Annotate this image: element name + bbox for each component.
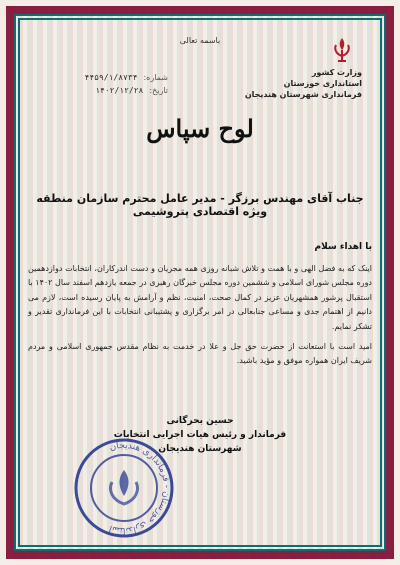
signer-position: فرماندار و رئیس هیات اجرایی انتخابات	[113, 429, 287, 440]
body-paragraph-2: امید است با استعانت از حضرت حق جل و علا در خدمت به نظام مقدس جمهوری اسلامی و مردم شریف ایران همواره موفق و مؤید باشید.	[28, 341, 372, 366]
greeting-line: با اهداء سلام	[314, 242, 372, 252]
number-value: ۴۴۵۹/۱/۸۷۳۴	[84, 73, 138, 82]
iran-emblem-icon	[330, 36, 354, 64]
number-row	[48, 72, 168, 85]
signer-name: حسین بحرگانی	[166, 416, 234, 426]
government-heading	[242, 68, 362, 100]
official-stamp-icon	[70, 434, 178, 542]
signer-city: شهرستان هندیجان	[158, 443, 242, 454]
number-label: شماره:	[143, 73, 168, 82]
body-paragraph-1: اینک که به فضل الهی و با همت و تلاش شبانه روزی همه مجریان و دست اندرکاران، انتخابات دوازدهمین دوره مجلس شورای اسلامی و ششمین دوره مجلس خبرگان رهبری در جمعه یازدهم اسفند سال ۱۴۰۲ با استقبال پرشور همشهریان عزیز در کمال صحت، امنیت، نظم و آرامش به پایان رسیده است، لازم می دانیم از اهتمام جدی و مساعی جنابعالی در امر برگزاری و پشتیبانی انتخابات با این فرمانداری تقدیر و تشکر نمایم.	[28, 264, 372, 331]
ministry-line-3: فرمانداری شهرستان هندیجان	[244, 89, 362, 99]
ministry-line-1: وزارت کشور	[311, 68, 362, 77]
date-value: ۱۴۰۲/۱۲/۲۸	[95, 85, 144, 95]
basmala-text: باسمه تعالی	[179, 36, 221, 45]
signature-block	[0, 415, 400, 457]
addressee-line: جناب آقای مهندس برزگر - مدیر عامل محترم سازمان منطقه ویژه اقتصادی پتروشیمی	[36, 192, 364, 218]
date-label: تاریخ:	[149, 85, 168, 95]
date-row	[48, 85, 168, 98]
certificate-title: لوح سپاس	[146, 114, 254, 143]
stamp-text: استانداری خوزستان - فرمانداری هندیجان	[108, 440, 172, 536]
ministry-line-2: استانداری خوزستان	[283, 78, 362, 88]
body-text	[28, 262, 372, 369]
document-meta	[48, 72, 168, 98]
